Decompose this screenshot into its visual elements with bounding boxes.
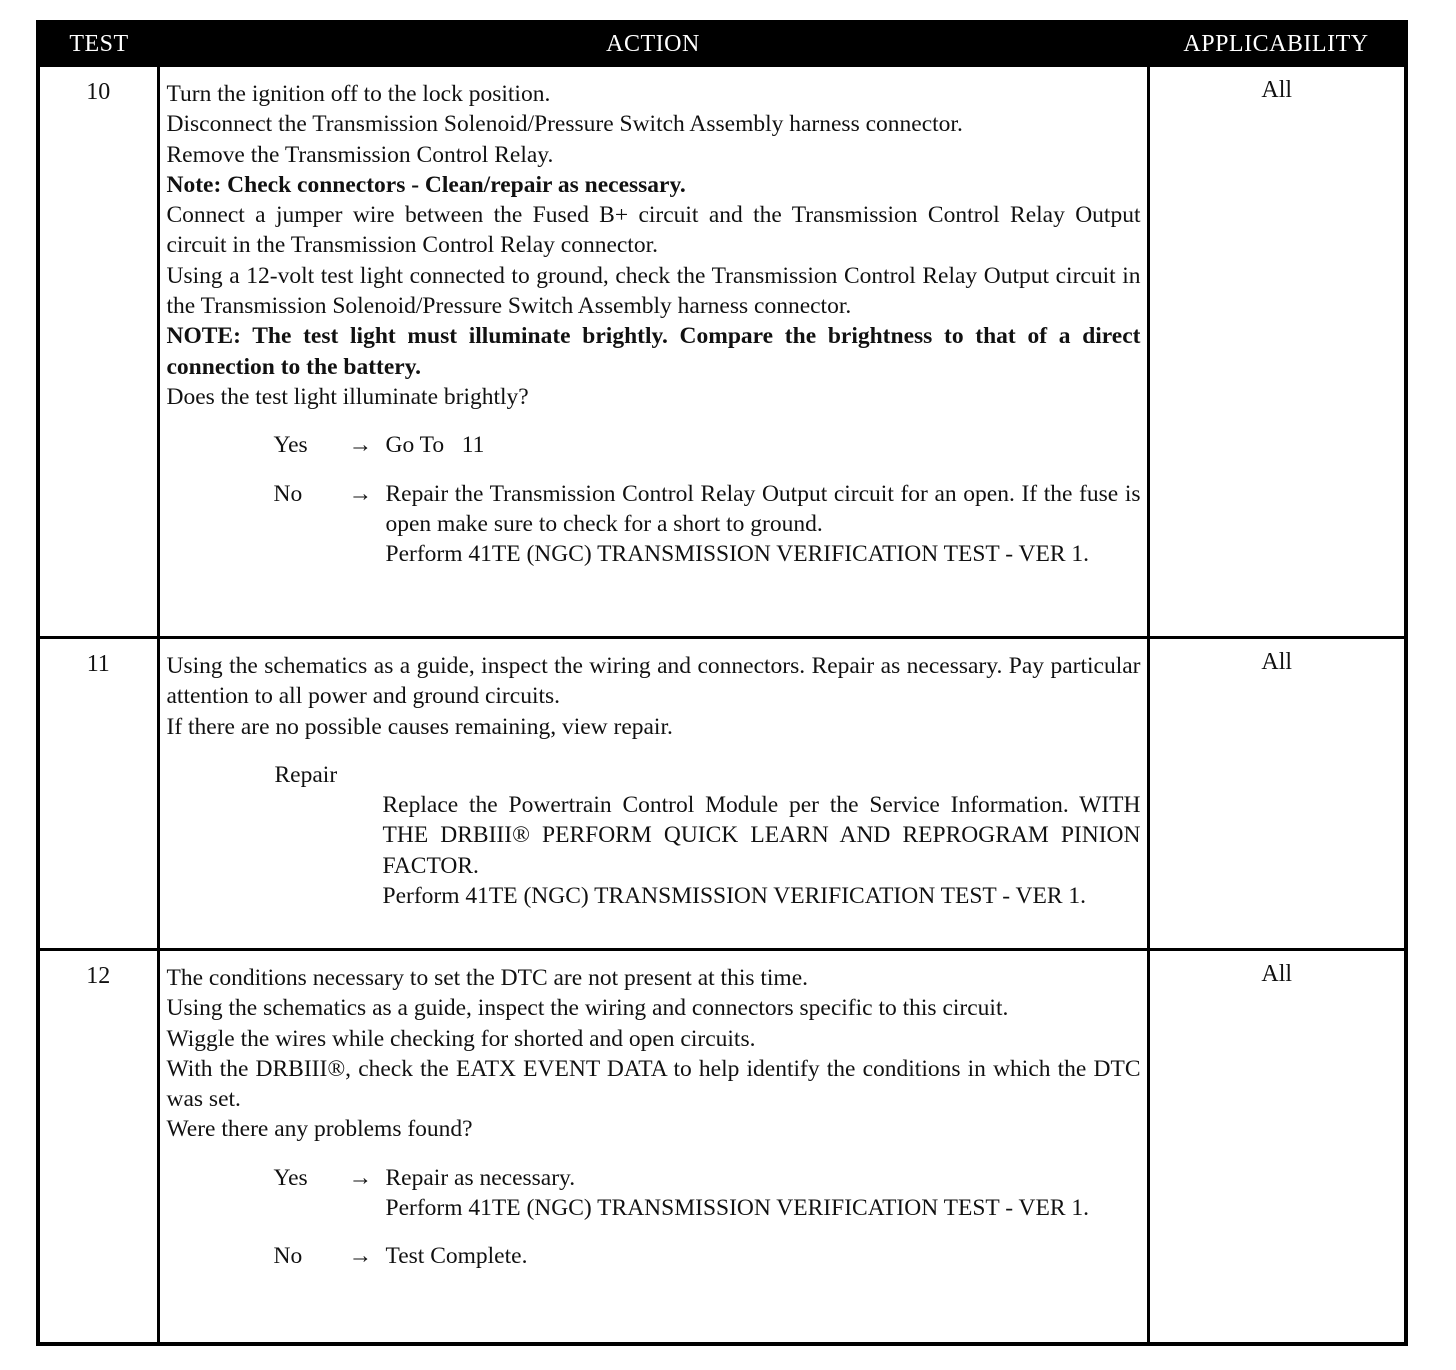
action-line: Using the schematics as a guide, inspect the wiring and connectors specific to this circuit. [166, 995, 1009, 1022]
header-test: TEST [38, 22, 158, 66]
action-question: Does the test light illuminate brightly? [166, 383, 529, 410]
test-number: 11 [38, 638, 158, 950]
header-applicability: APPLICABILITY [1148, 22, 1406, 66]
test-number: 12 [38, 950, 158, 1344]
applicability-value: All [1148, 66, 1406, 638]
action-cell [158, 950, 1148, 1344]
table-row [38, 950, 1406, 1344]
table-header-row [38, 22, 1406, 66]
repair-label: Repair [274, 761, 338, 788]
action-line: Using a 12-volt test light connected to ground, check the Transmission Control Relay Output circuit in the Transmission Solenoid/Pressure Switch Assembly harness connector. [166, 262, 1141, 320]
action-line: The conditions necessary to set the DTC are not present at this time. [166, 965, 809, 991]
procedure-page [36, 20, 1404, 1342]
answer-label: Yes [273, 432, 308, 459]
test-number: 10 [38, 66, 158, 638]
repair-body [383, 790, 1141, 911]
answer-perform: Perform 41TE (NGC) TRANSMISSION VERIFICATION TEST - VER 1. [385, 1195, 1089, 1222]
answer-no [167, 479, 1141, 570]
arrow-right-icon: → [348, 1164, 372, 1191]
action-cell [158, 66, 1148, 638]
arrow-right-icon: → [348, 1243, 372, 1270]
answer-label: Yes [273, 1164, 308, 1191]
action-line: Wiggle the wires while checking for shorted and open circuits. [166, 1025, 756, 1052]
action-line: Connect a jumper wire between the Fused B+ circuit and the Transmission Control Relay Output circuit in the Transmission Control Relay connector. [166, 202, 1141, 259]
diagnostic-procedure-table [36, 20, 1408, 1346]
answer-yes [167, 430, 1141, 460]
answer-label: No [273, 1243, 303, 1270]
answer-perform: Perform 41TE (NGC) TRANSMISSION VERIFICATION TEST - VER 1. [385, 541, 1089, 568]
action-line: If there are no possible causes remaining, view repair. [166, 713, 673, 740]
applicability-value: All [1148, 950, 1406, 1344]
answer-label: No [273, 480, 303, 507]
action-note: NOTE: The test light must illuminate brightly. Compare the brightness to that of a direct connection to the battery. [166, 323, 1141, 380]
action-line: Disconnect the Transmission Solenoid/Pressure Switch Assembly harness connector. [166, 111, 963, 138]
arrow-right-icon: → [348, 480, 372, 507]
action-line: With the DRBIII®, check the EATX EVENT DATA to help identify the conditions in which the DTC was set. [166, 1055, 1141, 1113]
header-action: ACTION [158, 22, 1148, 66]
action-line: Using the schematics as a guide, inspect the wiring and connectors. Repair as necessary. Pay particular attention to all power and ground circuits. [166, 653, 1141, 710]
action-line: Turn the ignition off to the lock position. [166, 81, 551, 107]
answer-yes [167, 1163, 1141, 1224]
repair-text: Replace the Powertrain Control Module per the Service Information. WITH THE DRBIII® PERFORM QUICK LEARN AND REPROGRAM PINION FACTOR. [382, 792, 1141, 879]
action-note: Note: Check connectors - Clean/repair as necessary. [166, 171, 686, 198]
answer-no [167, 1241, 1141, 1271]
applicability-value: All [1148, 638, 1406, 950]
action-question: Were there any problems found? [166, 1116, 473, 1143]
repair-perform: Perform 41TE (NGC) TRANSMISSION VERIFICATION TEST - VER 1. [382, 883, 1086, 910]
table-row [38, 638, 1406, 950]
action-cell [158, 638, 1148, 950]
answer-text: Repair as necessary. [385, 1164, 576, 1191]
arrow-right-icon: → [348, 432, 372, 459]
answer-text: Test Complete. [385, 1243, 528, 1270]
action-line: Remove the Transmission Control Relay. [166, 141, 554, 168]
table-row [38, 66, 1406, 638]
answer-text: Go To 11 [385, 432, 485, 459]
answer-text: Repair the Transmission Control Relay Output circuit for an open. If the fuse is open make sure to check for a short to ground. [385, 480, 1141, 537]
